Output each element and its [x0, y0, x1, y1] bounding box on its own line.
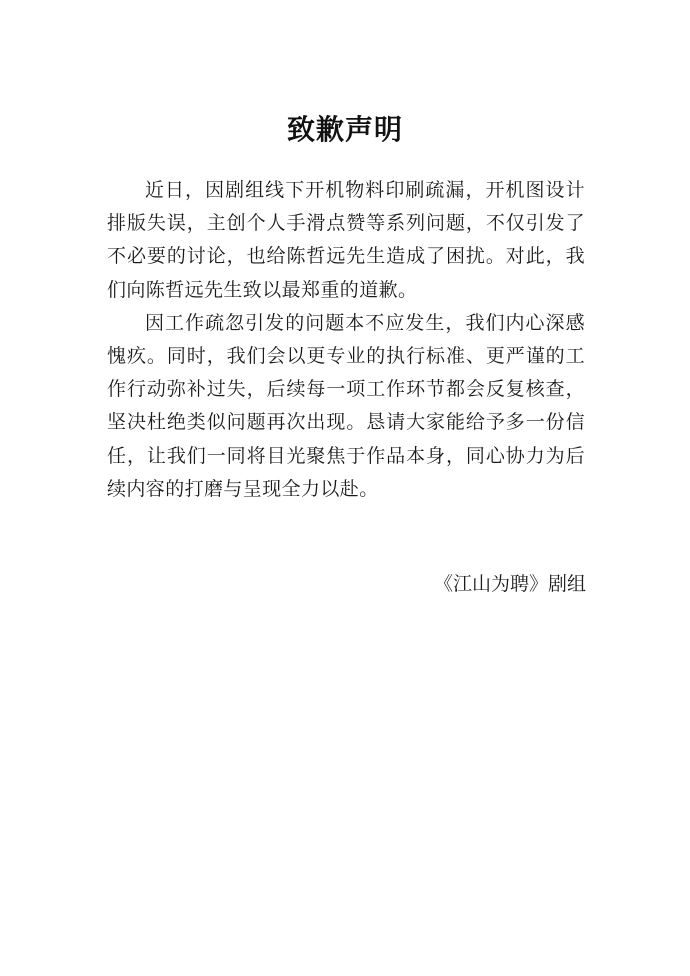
statement-signature: 《江山为聘》剧组 — [433, 573, 586, 595]
statement-paragraph-2: 因工作疏忽引发的问题本不应发生，我们内心深感愧疚。同时，我们会以更专业的执行标准、更严谨的工作行动弥补过失，后续每一项工作环节都会反复核查，坚决杜绝类似问题再次出现。恳请大家能给予多一份信任，让我们一同将目光聚焦于作品本身，同心协力为后续内容的打磨与呈现全力以赴。 — [107, 311, 585, 500]
statement-body — [107, 174, 585, 506]
statement-paragraph-1: 近日，因剧组线下开机物料印刷疏漏，开机图设计排版失误，主创个人手滑点赞等系列问题，不仅引发了不必要的讨论，也给陈哲远先生造成了困扰。对此，我们向陈哲远先生致以最郑重的道歉。 — [107, 179, 585, 301]
statement-title: 致歉声明 — [286, 113, 403, 146]
